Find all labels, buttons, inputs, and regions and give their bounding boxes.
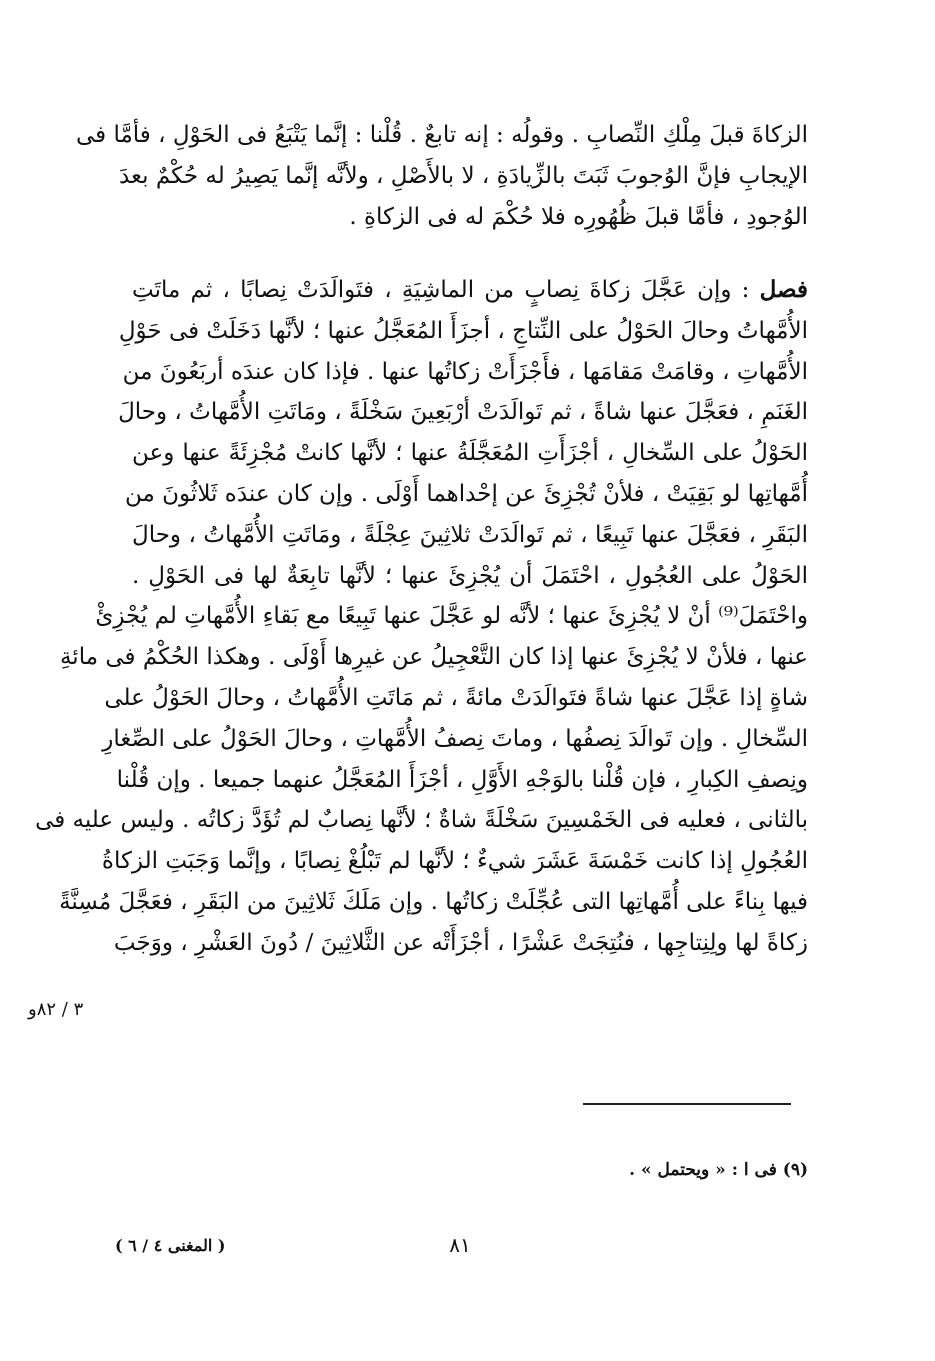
text-line: عنها ، فلأنْ لا يُجْزِئَ عنها إذا كان التَّعْجِيلُ عن غيرِها أَوْلَى . وهكذا الحُكْمُ فى مائةِ [59,644,808,671]
paragraph-2 [35,270,808,964]
text-line: أُمَّهاتِها لو بَقِيَتْ ، فلأنْ تُجْزِئَ عن إحْداهما أَوْلَى . وإن كان عندَه ثَلاثُونَ من [125,480,808,507]
text-line: ونِصفِ الكِبارِ ، فإن قُلْنا بالوَجْهِ الأَوَّلِ ، أجْزَأَ المُعَجَّلُ عنهما جميعا . وإن قُلْنا [116,766,808,793]
page-number: ٨١ [449,1233,471,1257]
margin-folio-note: ٣ / ٨٢و [28,999,84,1020]
text-line: الأُمَّهاتُ وحالَ الحَوْلُ على النِّتاجِ ، أجزَأَ المُعَجَّلُ عنها ؛ لأنَّها دَخَلَتْ فى حَوْلِ [118,317,808,344]
footnote: (٩) فى ا : « ويحتمل » . [629,1160,808,1180]
text-line: العُجُولِ إذا كانت خَمْسَةَ عَشَرَ شيءٌ ؛ لأنَّها لم تَبْلُغْ نِصابًا ، وإنَّما وَجَبَتِ الزكاةُ [101,848,808,875]
text-line: الوُجودِ ، فأمَّا قبلَ ظُهُورِه فلا حُكْمَ له فى الزكاةِ . [349,203,808,230]
text-line: بالثانى ، فعليه فى الخَمْسِينَ سَخْلَةً شاةٌ ؛ لأنَّها نِصابٌ لم تُؤَدَّ زكاتُه . وليس عليه فى [35,807,808,834]
section-label: فصل [759,276,808,303]
text-line: واحْتَمَلَ⁽⁹⁾ أنْ لا يُجْزِئَ عنها ؛ لأنَّه لو عَجَّلَ عنها تَبِيعًا مع بَقاءِ الأُمَّهاتِ لم يُجْزِئْ [95,603,808,630]
text-line: الأُمَّهاتِ ، وقامَتْ مَقامَها ، فأَجْزَأَتْ زكاتُها عنها . فإذا كان عندَه أربَعُونَ من [122,358,808,385]
text-line: الزكاةَ قبلَ مِلْكِ النِّصابِ . وقولُه : إنه تابعٌ . قُلْنا : إنَّما يَتْبَعُ فى الحَوْلِ ، فأمَّا فى [75,122,808,148]
text-line: الإيجابِ فإنَّ الوُجوبَ ثَبَتَ بالزِّيادَةِ ، لا بالأَصْلِ ، ولأنَّه إنَّما يَصِيرُ له حُكْمٌ بعدَ [118,162,808,189]
signature-mark: ( المغنى ٤ / ٦ ) [115,1236,226,1255]
text-line: زكاةً لها ولِنِتاجِها ، فنُتِجَتْ عَشْرًا ، أجْزَأَتْه عن الثَّلاثِينَ / دُونَ العَشْرِ ، ووَجَبَ [113,929,808,956]
text-line: فيها بِناءً على أُمَّهاتِها التى عُجِّلَتْ زكاتُها . وإن مَلَكَ ثَلاثِينَ من البَقَرِ ، فعَجَّلَ مُسِنَّةً [59,888,808,915]
paragraph-1 [75,115,808,237]
text-line: الغَنَمِ ، فعَجَّلَ عنها شاةً ، ثم تَوالَدَتْ أرْبَعِينَ سَخْلَةً ، ومَاتَتِ الأُمَّهاتُ ، وحالَ [118,399,808,426]
text-line: البَقَرِ ، فعَجَّلَ عنها تَبِيعًا ، ثم تَوالَدَتْ ثلاثِينَ عِجْلَةً ، ومَاتَتِ الأُمَّهاتُ ، وحالَ [132,521,808,548]
text-line: الحَوْلُ على السِّخالِ ، أجْزَأَتِ المُعَجَّلَةُ عنها ؛ لأنَّها كانتْ مُجْزِئَةً عنها وعن [132,440,808,467]
text-line: فصل : وإن عَجَّلَ زكاةَ نِصابٍ من الماشِيَةِ ، فتَوالَدَتْ نِصابًا ، ثم ماتَتِ [132,276,808,303]
footnote-divider [583,1103,791,1105]
text-line: شاةٍ إذا عَجَّلَ عنها شاةً فتَوالَدَتْ مائةً ، ثم مَاتَتِ الأُمَّهاتُ ، وحالَ الحَوْلُ على [104,684,808,711]
text-line: الحَوْلُ على العُجُولِ ، احْتَمَلَ أن يُجْزِئَ عنها ؛ لأنَّها تابِعَةٌ لها فى الحَوْلِ . [132,562,808,589]
text-line: السِّخالِ . وإن تَوالَدَ نِصفُها ، وماتَ نِصفُ الأُمَّهاتِ ، وحالَ الحَوْلُ على الصِّغارِ [102,725,808,752]
